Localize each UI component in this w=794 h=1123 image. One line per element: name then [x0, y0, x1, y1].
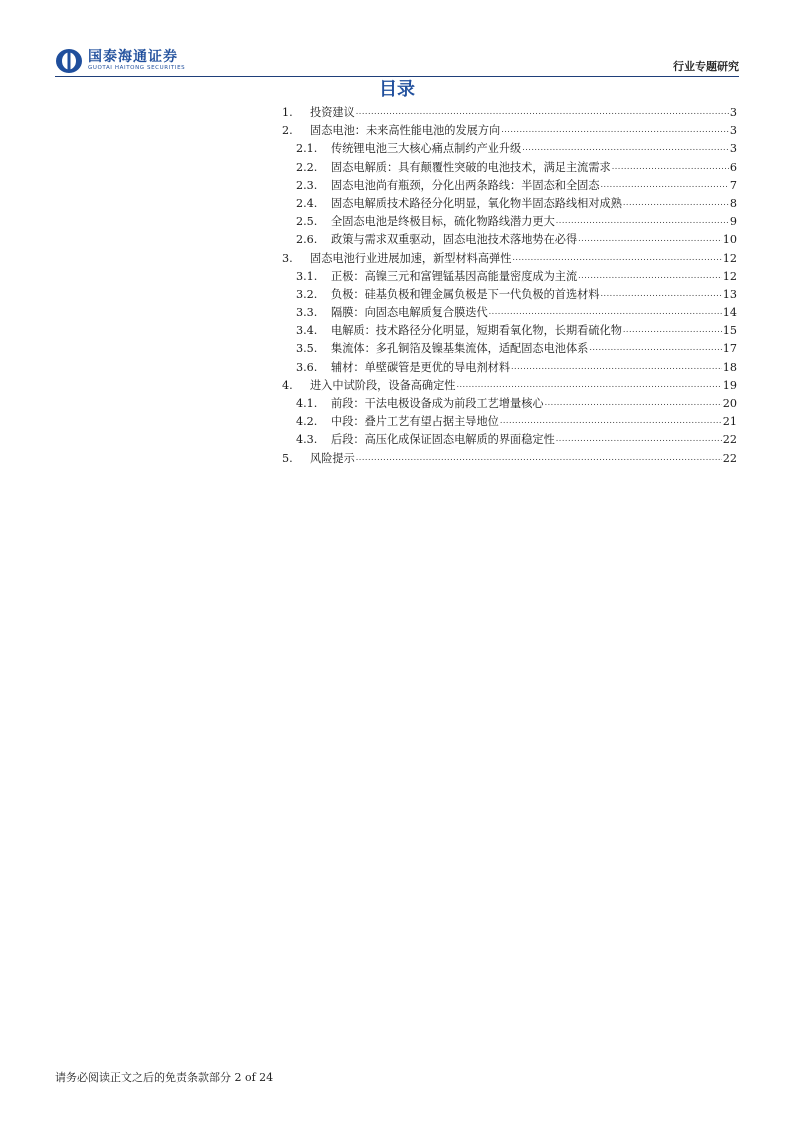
- toc-dot-leader: [501, 122, 729, 135]
- toc-dot-leader: [500, 413, 722, 426]
- toc-entry[interactable]: [282, 377, 737, 395]
- toc-entry-page: 22: [722, 451, 737, 465]
- report-type-label: 行业专题研究: [673, 60, 739, 73]
- toc-entry-title: 前段：干法电极设备成为前段工艺增量核心: [331, 397, 544, 410]
- toc-entry-title: 政策与需求双重驱动，固态电池技术落地势在必得: [331, 233, 578, 247]
- header-divider: [55, 76, 739, 77]
- toc-entry-number: 2.6.: [296, 233, 318, 247]
- toc-dot-leader: [556, 431, 722, 444]
- toc-entry-page: 12: [722, 251, 737, 265]
- toc-dot-leader: [601, 177, 729, 190]
- logo-english-name: GUOTAI HAITONG SECURITIES: [88, 65, 186, 71]
- toc-entry-page: 14: [722, 306, 737, 320]
- toc-entry-title: 辅材：单壁碳管是更优的导电剂材料: [331, 360, 511, 374]
- toc-entry-number: 2.: [282, 124, 293, 138]
- toc-dot-leader: [545, 395, 722, 408]
- toc-entry-title: 传统锂电池三大核心痛点制约产业升级: [331, 142, 522, 156]
- toc-entry-number: 4.3.: [296, 433, 318, 447]
- toc-entry[interactable]: [282, 140, 737, 158]
- toc-dot-leader: [578, 268, 722, 281]
- toc-dot-leader: [601, 286, 722, 299]
- toc-entry-title: 中段：叠片工艺有望占据主导地位: [331, 415, 499, 429]
- toc-entry-page: 3: [729, 106, 737, 119]
- toc-dot-leader: [612, 159, 729, 172]
- toc-entry[interactable]: [282, 322, 737, 340]
- logo-mark-icon: [55, 48, 83, 74]
- toc-entry-page: 3: [729, 142, 737, 156]
- toc-entry-title: 固态电池：未来高性能电池的发展方向: [310, 124, 501, 138]
- toc-entry-number: 3.5.: [296, 342, 318, 356]
- toc-entry-title: 固态电解质：具有颠覆性突破的电池技术，满足主流需求: [331, 160, 611, 174]
- toc-entry-title: 固态电解质技术路径分化明显，氧化物半固态路线相对成熟: [331, 196, 622, 210]
- toc-entry-page: 19: [722, 378, 737, 392]
- toc-entry-page: 21: [722, 415, 737, 429]
- toc-entry-number: 2.3.: [296, 178, 318, 192]
- toc-entry-number: 3.3.: [296, 306, 318, 320]
- toc-entry-number: 2.4.: [296, 196, 318, 210]
- toc-entry[interactable]: [282, 250, 737, 268]
- toc-entry[interactable]: [282, 286, 737, 304]
- toc-entry-number: 3.4.: [296, 324, 318, 338]
- toc-entry[interactable]: [282, 359, 737, 377]
- toc-entry-page: 15: [722, 324, 737, 338]
- toc-entry-page: 3: [729, 124, 737, 138]
- toc-entry-title: 风险提示: [310, 451, 355, 465]
- toc-entry-number: 3.: [282, 251, 293, 265]
- toc-entry-title: 负极：硅基负极和锂金属负极是下一代负极的首选材料: [331, 287, 600, 301]
- toc-entry-title: 集流体：多孔铜箔及镍基集流体，适配固态电池体系: [331, 342, 589, 356]
- toc-entry-title: 进入中试阶段，设备高确定性: [310, 378, 456, 392]
- toc-dot-leader: [512, 250, 721, 263]
- toc-entry[interactable]: [282, 268, 737, 286]
- toc-dot-leader: [356, 104, 729, 117]
- toc-entry-number: 2.1.: [296, 142, 318, 156]
- toc-dot-leader: [556, 213, 729, 226]
- toc-entry-number: 3.6.: [296, 360, 318, 374]
- toc-entry[interactable]: [282, 395, 737, 413]
- toc-dot-leader: [589, 340, 721, 353]
- toc-dot-leader: [511, 359, 722, 372]
- toc-dot-leader: [489, 304, 722, 317]
- toc-entry[interactable]: [282, 231, 737, 249]
- toc-entry-page: 7: [729, 178, 737, 192]
- page-header: [55, 48, 739, 76]
- toc-entry[interactable]: [282, 122, 737, 140]
- toc-entry[interactable]: [282, 104, 737, 122]
- toc-entry-page: 18: [722, 360, 737, 374]
- toc-dot-leader: [522, 140, 729, 153]
- company-logo: [55, 48, 185, 74]
- toc-entry-title: 正极：高镍三元和富锂锰基因高能量密度成为主流: [331, 269, 578, 283]
- toc-entry[interactable]: [282, 450, 737, 468]
- toc-title: 目录: [379, 79, 415, 100]
- toc-entry-page: 9: [729, 215, 737, 229]
- toc-entry-page: 22: [722, 433, 737, 447]
- toc-entry[interactable]: [282, 413, 737, 431]
- toc-entry-title: 固态电池行业进展加速，新型材料高弹性: [310, 251, 512, 265]
- toc-entry-number: 2.5.: [296, 215, 318, 229]
- toc-entry[interactable]: [282, 431, 737, 449]
- toc-entry-page: 20: [722, 397, 737, 410]
- toc-entry-number: 4.: [282, 378, 293, 392]
- toc-entry[interactable]: [282, 159, 737, 177]
- toc-entry-number: 1.: [282, 106, 293, 119]
- toc-entry-page: 8: [729, 196, 737, 210]
- toc-entry-number: 3.1.: [296, 269, 318, 283]
- toc-entry-title: 投资建议: [310, 106, 355, 119]
- toc-entry-page: 10: [722, 233, 737, 247]
- toc-entry-title: 后段：高压化成保证固态电解质的界面稳定性: [331, 433, 555, 447]
- toc-entry-title: 全固态电池是终极目标，硫化物路线潜力更大: [331, 215, 555, 229]
- toc-entry-number: 4.1.: [296, 397, 318, 410]
- toc-entry-title: 隔膜：向固态电解质复合膜迭代: [331, 306, 488, 320]
- toc-entry[interactable]: [282, 213, 737, 231]
- toc-entry-page: 6: [729, 160, 737, 174]
- toc-dot-leader: [356, 450, 722, 463]
- toc-dot-leader: [456, 377, 721, 390]
- toc-entry-page: 13: [722, 287, 737, 301]
- toc-dot-leader: [578, 231, 722, 244]
- toc-entry-number: 5.: [282, 451, 293, 465]
- table-of-contents: [282, 104, 737, 468]
- toc-entry-number: 4.2.: [296, 415, 318, 429]
- toc-entry[interactable]: [282, 195, 737, 213]
- toc-entry-title: 固态电池尚有瓶颈，分化出两条路线：半固态和全固态: [331, 178, 600, 192]
- toc-entry-title: 电解质：技术路径分化明显，短期看氧化物，长期看硫化物: [331, 324, 622, 338]
- toc-entry-number: 2.2.: [296, 160, 318, 174]
- logo-chinese-name: 国泰海通证券: [88, 49, 178, 65]
- toc-entry[interactable]: [282, 304, 737, 322]
- footer-disclaimer: 请务必阅读正文之后的免责条款部分 2 of 24: [55, 1071, 274, 1084]
- toc-entry-number: 3.2.: [296, 287, 318, 301]
- toc-entry[interactable]: [282, 340, 737, 358]
- toc-entry[interactable]: [282, 177, 737, 195]
- toc-dot-leader: [623, 322, 722, 335]
- toc-entry-page: 12: [722, 269, 737, 283]
- toc-dot-leader: [623, 195, 729, 208]
- toc-entry-page: 17: [722, 342, 737, 356]
